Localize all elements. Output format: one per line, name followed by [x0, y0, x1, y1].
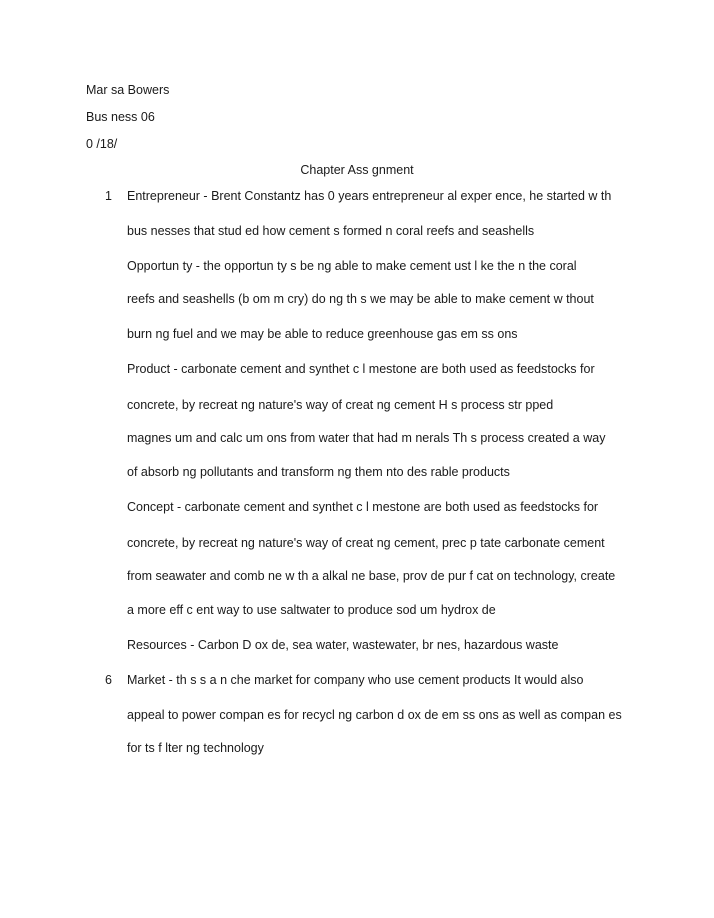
- paragraph-line: burn ng fuel and we may be able to reduce greenhouse gas em ss ons: [127, 327, 518, 341]
- paragraph-line: of absorb ng pollutants and transform ng them nto des rable products: [127, 465, 510, 479]
- list-number-1: 1: [105, 189, 112, 203]
- document-title: Chapter Ass gnment: [300, 163, 414, 177]
- paragraph-line: a more eff c ent way to use saltwater to produce sod um hydrox de: [127, 603, 496, 617]
- paragraph-line: Entrepreneur - Brent Constantz has 0 years entrepreneur al exper ence, he started w th: [127, 189, 612, 203]
- paragraph-line: Product - carbonate cement and synthet c l mestone are both used as feedstocks for: [127, 362, 595, 376]
- paragraph-line: appeal to power compan es for recycl ng carbon d ox de em ss ons as well as compan es: [127, 708, 622, 722]
- paragraph-line: concrete, by recreat ng nature's way of creat ng cement H s process str pped: [127, 398, 554, 412]
- date-label: 0 /18/: [86, 137, 118, 151]
- author-name: Mar sa Bowers: [86, 83, 170, 97]
- paragraph-line: for ts f lter ng technology: [127, 741, 264, 755]
- paragraph-line: Concept - carbonate cement and synthet c l mestone are both used as feedstocks for: [127, 500, 599, 514]
- paragraph-line: Market - th s s a n che market for company who use cement products It would also: [127, 673, 584, 687]
- course-label: Bus ness 06: [86, 110, 155, 124]
- paragraph-line: magnes um and calc um ons from water that had m nerals Th s process created a way: [127, 431, 606, 445]
- paragraph-line: concrete, by recreat ng nature's way of creat ng cement, prec p tate carbonate cement: [127, 536, 605, 550]
- paragraph-line: from seawater and comb ne w th a alkal ne base, prov de pur f cat on technology, create: [127, 569, 616, 583]
- list-number-6: 6: [105, 673, 112, 687]
- paragraph-line: Resources - Carbon D ox de, sea water, wastewater, br nes, hazardous waste: [127, 638, 559, 652]
- paragraph-line: reefs and seashells (b om m cry) do ng th s we may be able to make cement w thout: [127, 292, 594, 306]
- paragraph-line: Opportun ty - the opportun ty s be ng able to make cement ust l ke the n the coral: [127, 259, 577, 273]
- paragraph-line: bus nesses that stud ed how cement s formed n coral reefs and seashells: [127, 224, 535, 238]
